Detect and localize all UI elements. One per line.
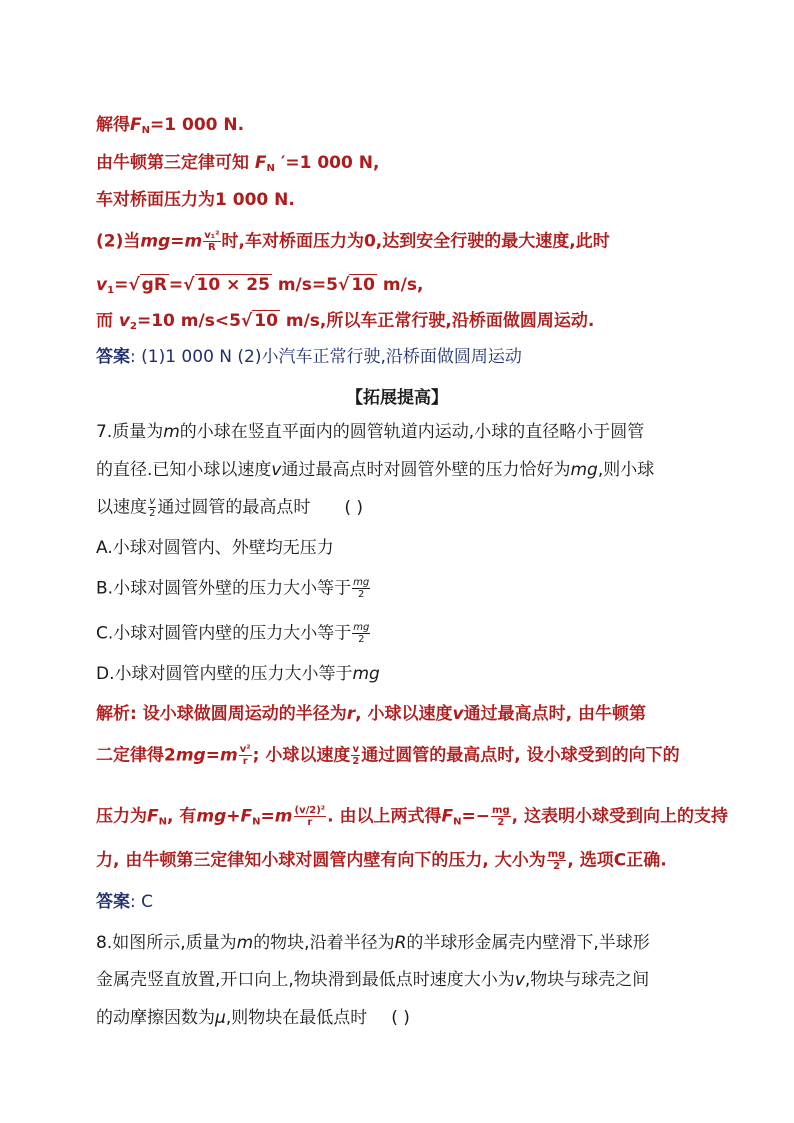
option-a: A.小球对圆管内、外壁均无压力 — [96, 538, 334, 558]
explanation-line-4: 力, 由牛顿第三定律知小球对圆管内壁有向下的压力, 大小为 $\frac{mg}{2}$ , 选项C正确. — [96, 849, 667, 872]
explanation-line-2: 二定律得2mg=m $\frac{\text{v²}}{r}$ ; 小球以速度 $\frac{v}{2}$ 通过圆管的最高点时, 设小球受到的向下的 — [96, 744, 680, 767]
sqrt-symbol: √ gR — [128, 275, 167, 295]
answer-blank: ( ) — [391, 1008, 410, 1028]
section-heading: 【拓展提高】 — [346, 388, 448, 408]
fraction: $\frac{v}{2}$ — [352, 744, 360, 767]
answer-line-6: 答案: (1)1 000 N (2)小汽车正常行驶,沿桥面做圆周运动 — [96, 347, 522, 367]
solution-line-4: (2)当mg=m $\frac{\text{v₁²}}{R}$ 时,车对桥面压力为0,达到安全行驶的最大速度,此时 — [96, 230, 610, 253]
option-d: D.小球对圆管内壁的压力大小等于mg — [96, 664, 380, 684]
answer-line-7: 答案: C — [96, 892, 154, 912]
question-7-line-1: 7.质量为m的小球在竖直平面内的圆管轨道内运动,小球的直径略小于圆管 — [96, 422, 645, 442]
fraction: $\frac{\text{v²}}{r}$ — [239, 744, 251, 767]
fraction: $\frac{mg}{2}$ — [353, 622, 370, 645]
option-c: C.小球对圆管内壁的压力大小等于 $\frac{mg}{2}$ — [96, 622, 370, 645]
solution-line-3: 车对桥面压力为1 000 N. — [96, 190, 295, 210]
answer-blank: ( ) — [344, 497, 364, 518]
question-8-line-2: 金属壳竖直放置,开口向上,物块滑到最低点时速度大小为v,物块与球壳之间 — [96, 970, 650, 990]
sqrt-symbol: √ 10 × 25 — [183, 275, 270, 295]
sqrt-symbol: √ 10 — [240, 311, 278, 331]
question-8-line-3: 的动摩擦因数为μ,则物块在最低点时 ( ) — [96, 1008, 410, 1028]
fraction: $\frac{\text{(v/2)²}}{r}$ — [294, 805, 326, 828]
solution-line-6: 而 $v_2=10$ m/s<5√ 10 m/s,所以车正常行驶,沿桥面做圆周运动. — [96, 311, 595, 332]
solution-line-5: $v_1=√$ gR =√ 10 × 25 m/s=5√ 10 m/s, — [96, 275, 424, 296]
solution-line-1: 解得$F_N=1$ 000 N. — [96, 115, 245, 136]
fraction: $\frac{mg}{2}$ — [547, 849, 566, 872]
sqrt-symbol: √ 10 — [337, 275, 375, 295]
fraction: $\frac{mg}{2}$ — [353, 577, 370, 600]
question-7-line-3: 以速度 $\frac{v}{2}$ 通过圆管的最高点时 ( ) — [96, 496, 364, 519]
question-7-line-2: 的直径.已知小球以速度v通过最高点时对圆管外壁的压力恰好为mg,则小球 — [96, 460, 655, 480]
option-b: B.小球对圆管外壁的压力大小等于 $\frac{mg}{2}$ — [96, 577, 370, 600]
solution-line-2: 由牛顿第三定律可知 $F_N$ ′=1 000 N, — [96, 153, 380, 174]
fraction: $\frac{v}{2}$ — [149, 496, 156, 519]
question-8-line-1: 8.如图所示,质量为m的物块,沿着半径为R的半球形金属壳内壁滑下,半球形 — [96, 933, 650, 953]
fraction: $\frac{mg}{2}$ — [492, 805, 510, 828]
fraction: $\frac{\text{v₁²}}{R}$ — [204, 230, 220, 253]
explanation-line-3: 压力为$F_N$, 有$mg+F_N=m$ $\frac{\text{(v/2)²}}{r}$ . 由以上两式得$F_N=-$ $\frac{mg}{2}$ , 这表明小球受到向上的支持 — [96, 805, 729, 828]
explanation-line-1: 解析: 设小球做圆周运动的半径为r, 小球以速度v通过最高点时, 由牛顿第 — [96, 704, 646, 724]
